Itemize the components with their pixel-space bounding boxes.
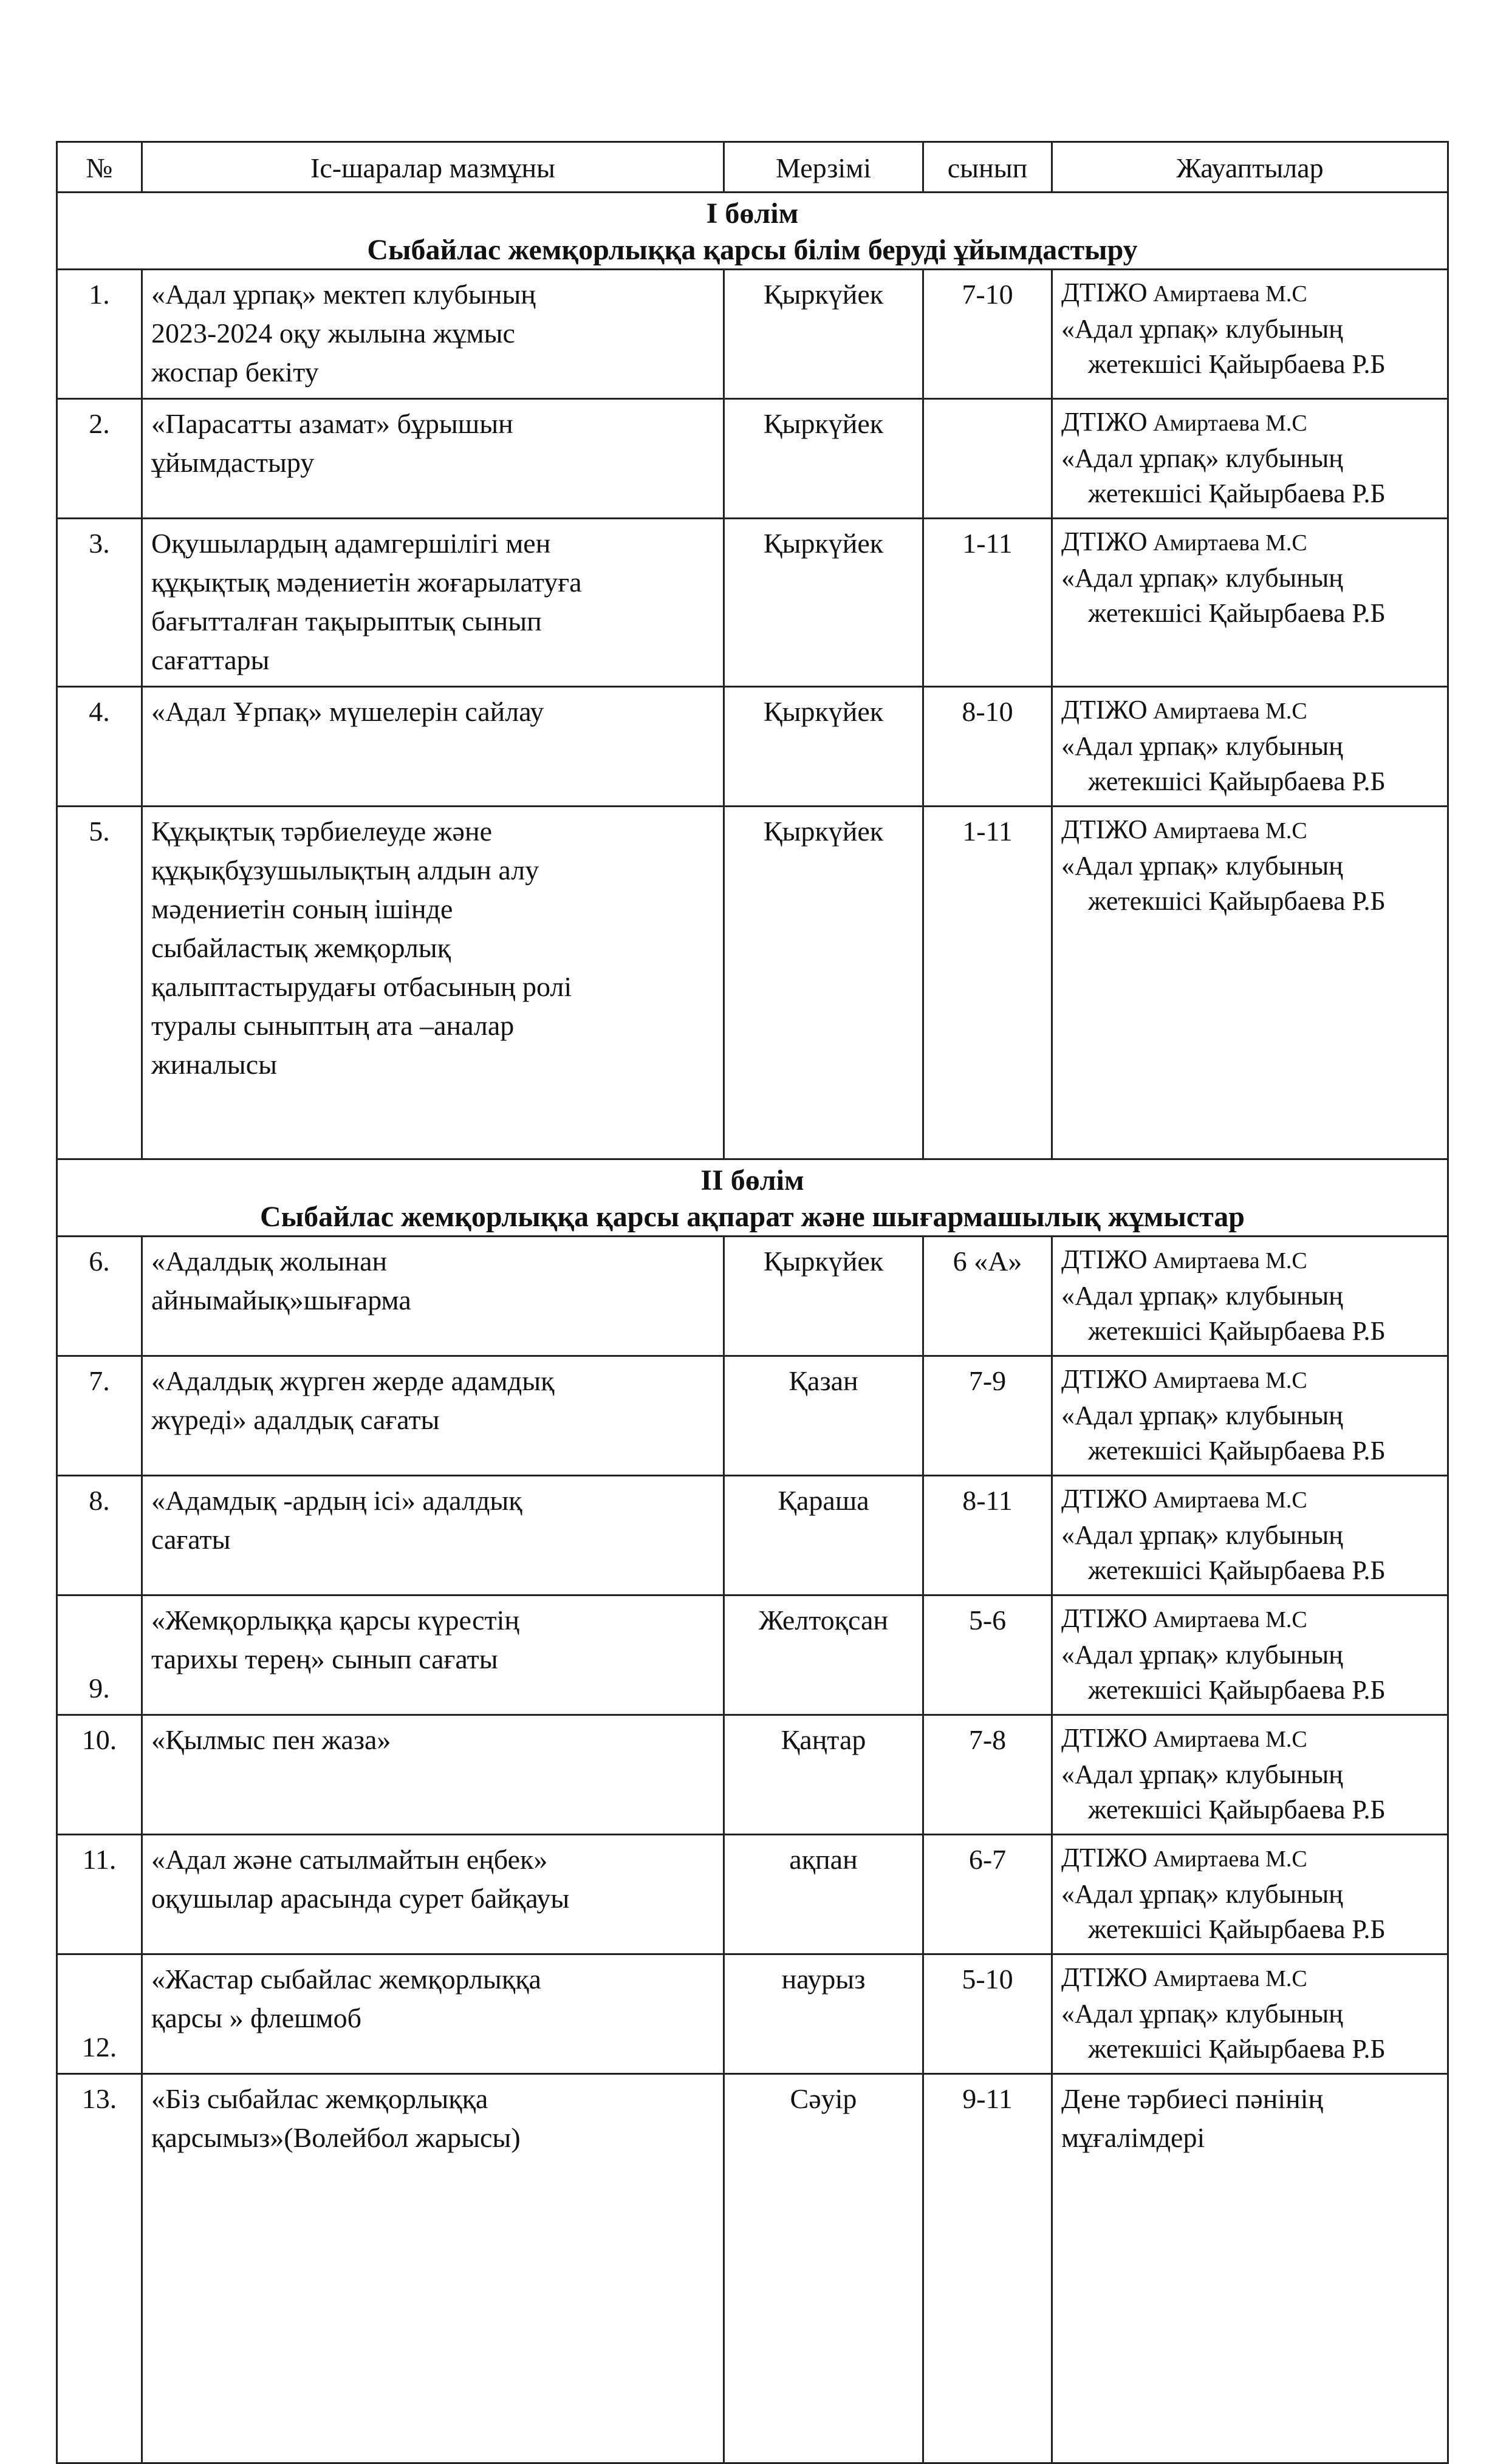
resp-line-3: жетекшісі Қайырбаева Р.Б bbox=[1088, 886, 1386, 916]
text-line: айнымайық»шығарма bbox=[151, 1285, 411, 1316]
text-line: «Парасатты азамат» бұрышын bbox=[151, 408, 513, 439]
resp-name: Амиртаева М.С bbox=[1147, 1966, 1307, 1991]
text-line: «Адамдық -ардың ісі» адалдық bbox=[151, 1485, 522, 1516]
resp-name: Амиртаева М.С bbox=[1147, 411, 1307, 436]
row-content bbox=[142, 1356, 724, 1476]
row-responsible bbox=[1052, 807, 1448, 1159]
section-row bbox=[57, 1159, 1448, 1237]
row-content bbox=[142, 1595, 724, 1715]
row-number: 3. bbox=[57, 519, 142, 687]
text-line: «Адал Ұрпақ» мүшелерін сайлау bbox=[151, 696, 544, 727]
text-line: туралы сыныптың ата –аналар bbox=[151, 1010, 515, 1041]
table-row bbox=[57, 1237, 1448, 1356]
resp-line-3: жетекшісі Қайырбаева Р.Б bbox=[1088, 766, 1386, 796]
row-content bbox=[142, 1835, 724, 1954]
resp-line-2: «Адал ұрпақ» клубының bbox=[1061, 1879, 1343, 1909]
table-row bbox=[57, 1595, 1448, 1715]
row-responsible bbox=[1052, 687, 1448, 807]
resp-line-2: «Адал ұрпақ» клубының bbox=[1061, 851, 1343, 881]
row-term: Сәуір bbox=[724, 2074, 923, 2463]
text-line: жиналысы bbox=[151, 1049, 278, 1080]
text-line: қарсы » флешмоб bbox=[151, 2002, 362, 2033]
row-term: Қыркүйек bbox=[724, 270, 923, 399]
table-row bbox=[57, 687, 1448, 807]
table-body bbox=[57, 193, 1448, 2463]
text-line: сыбайластық жемқорлық bbox=[151, 932, 451, 963]
resp-name: Амиртаева М.С bbox=[1147, 281, 1307, 307]
row-content bbox=[142, 519, 724, 687]
row-term: наурыз bbox=[724, 1954, 923, 2074]
table-row bbox=[57, 1476, 1448, 1595]
resp-name: Амиртаева М.С bbox=[1147, 698, 1307, 724]
row-number: 1. bbox=[57, 270, 142, 399]
resp-line-2: «Адал ұрпақ» клубының bbox=[1061, 1759, 1343, 1789]
resp-line-1 bbox=[1061, 527, 1307, 556]
resp-line-3: жетекшісі Қайырбаева Р.Б bbox=[1088, 598, 1386, 628]
row-number: 13. bbox=[57, 2074, 142, 2463]
row-number: 5. bbox=[57, 807, 142, 1159]
resp-role: ДТІЖО bbox=[1061, 278, 1148, 307]
text-line: мәдениетін соның ішінде bbox=[151, 893, 453, 924]
row-term: Қараша bbox=[724, 1476, 923, 1595]
row-term: Қыркүйек bbox=[724, 1237, 923, 1356]
resp-role: ДТІЖО bbox=[1061, 407, 1148, 437]
resp-line-1 bbox=[1061, 695, 1307, 725]
resp-name: Амиртаева М.С bbox=[1147, 1248, 1307, 1274]
row-term: Қыркүйек bbox=[724, 687, 923, 807]
resp-line-3: жетекшісі Қайырбаева Р.Б bbox=[1088, 479, 1386, 508]
row-grade: 8-10 bbox=[923, 687, 1052, 807]
section-part: І бөлім bbox=[706, 197, 799, 230]
section-row bbox=[57, 193, 1448, 270]
text-line: қарсымыз»(Волейбол жарысы) bbox=[151, 2122, 521, 2153]
text-line: «Адал және сатылмайтын еңбек» bbox=[151, 1844, 548, 1875]
resp-line-1 bbox=[1061, 1244, 1307, 1274]
resp-name: Амиртаева М.С bbox=[1147, 1727, 1307, 1752]
text-line: ұйымдастыру bbox=[151, 447, 315, 478]
resp-line-1 bbox=[1061, 1843, 1307, 1872]
plan-document bbox=[56, 141, 1447, 2464]
text-line: «Жастар сыбайлас жемқорлыққа bbox=[151, 1964, 541, 1995]
text-line: құқықбұзушылықтың алдын алу bbox=[151, 855, 539, 886]
section-heading bbox=[57, 193, 1448, 270]
row-term: ақпан bbox=[724, 1835, 923, 1954]
text-line: Дене тәрбиесі пәнінің bbox=[1061, 2083, 1324, 2114]
resp-line-1 bbox=[1061, 407, 1307, 437]
resp-role: ДТІЖО bbox=[1061, 1603, 1148, 1633]
text-line: «Біз сыбайлас жемқорлыққа bbox=[151, 2083, 488, 2114]
text-line: бағытталған тақырыптық сынып bbox=[151, 606, 542, 636]
resp-name: Амиртаева М.С bbox=[1147, 1487, 1307, 1513]
row-responsible bbox=[1052, 1954, 1448, 2074]
row-content bbox=[142, 270, 724, 399]
text-line: «Адалдық жолынан bbox=[151, 1246, 388, 1277]
row-number: 7. bbox=[57, 1356, 142, 1476]
row-content bbox=[142, 1715, 724, 1835]
text-line: оқушылар арасында сурет байқауы bbox=[151, 1883, 570, 1914]
text-line: құқықтық мәдениетін жоғарылатуға bbox=[151, 567, 582, 598]
resp-line-3: жетекшісі Қайырбаева Р.Б bbox=[1088, 2034, 1386, 2064]
resp-line-2: «Адал ұрпақ» клубының bbox=[1061, 731, 1343, 761]
row-grade: 1-11 bbox=[923, 519, 1052, 687]
table-row bbox=[57, 807, 1448, 1159]
resp-name: Амиртаева М.С bbox=[1147, 1368, 1307, 1393]
table-row bbox=[57, 399, 1448, 519]
resp-line-3: жетекшісі Қайырбаева Р.Б bbox=[1088, 1316, 1386, 1346]
row-content bbox=[142, 1237, 724, 1356]
text-line: тарихы терең» сынып сағаты bbox=[151, 1643, 498, 1674]
resp-line-2: «Адал ұрпақ» клубының bbox=[1061, 314, 1343, 344]
events-table bbox=[56, 141, 1449, 2464]
header-row bbox=[57, 142, 1448, 193]
row-term: Қаңтар bbox=[724, 1715, 923, 1835]
row-term: Қыркүйек bbox=[724, 519, 923, 687]
row-responsible bbox=[1052, 1476, 1448, 1595]
row-responsible bbox=[1052, 2074, 1448, 2463]
header-grade: сынып bbox=[923, 142, 1052, 193]
row-number: 12. bbox=[57, 1954, 142, 2074]
row-number: 9. bbox=[57, 1595, 142, 1715]
resp-line-3: жетекшісі Қайырбаева Р.Б bbox=[1088, 349, 1386, 379]
text-line: Оқушылардың адамгершілігі мен bbox=[151, 528, 551, 559]
text-line: «Қылмыс пен жаза» bbox=[151, 1724, 391, 1755]
row-number: 11. bbox=[57, 1835, 142, 1954]
resp-line-1 bbox=[1061, 1962, 1307, 1992]
text-line: қалыптастырудағы отбасының ролі bbox=[151, 971, 572, 1002]
resp-role: ДТІЖО bbox=[1061, 527, 1148, 556]
resp-line-2: «Адал ұрпақ» клубының bbox=[1061, 563, 1343, 593]
row-content bbox=[142, 1954, 724, 2074]
row-number: 2. bbox=[57, 399, 142, 519]
resp-name: Амиртаева М.С bbox=[1147, 530, 1307, 556]
row-grade: 9-11 bbox=[923, 2074, 1052, 2463]
resp-role: ДТІЖО bbox=[1061, 1484, 1148, 1514]
resp-line-3: жетекшісі Қайырбаева Р.Б bbox=[1088, 1795, 1386, 1824]
row-responsible bbox=[1052, 1835, 1448, 1954]
text-line: «Адал ұрпақ» мектеп клубының bbox=[151, 279, 536, 310]
resp-line-2: «Адал ұрпақ» клубының bbox=[1061, 1281, 1343, 1311]
row-grade bbox=[923, 399, 1052, 519]
resp-line-2: «Адал ұрпақ» клубының bbox=[1061, 1520, 1343, 1550]
resp-line-3: жетекшісі Қайырбаева Р.Б bbox=[1088, 1675, 1386, 1705]
row-grade: 5-6 bbox=[923, 1595, 1052, 1715]
text-line: мұғалімдері bbox=[1061, 2122, 1205, 2153]
table-row bbox=[57, 1835, 1448, 1954]
resp-role: ДТІЖО bbox=[1061, 814, 1148, 844]
resp-role: ДТІЖО bbox=[1061, 1723, 1148, 1753]
row-content bbox=[142, 1476, 724, 1595]
resp-name: Амиртаева М.С bbox=[1147, 1846, 1307, 1872]
row-responsible bbox=[1052, 519, 1448, 687]
row-number: 10. bbox=[57, 1715, 142, 1835]
row-content bbox=[142, 687, 724, 807]
row-content bbox=[142, 807, 724, 1159]
resp-role: ДТІЖО bbox=[1061, 1364, 1148, 1394]
row-number: 8. bbox=[57, 1476, 142, 1595]
text-line: «Жемқорлыққа қарсы күрестің bbox=[151, 1605, 520, 1636]
resp-line-2: «Адал ұрпақ» клубының bbox=[1061, 1401, 1343, 1430]
resp-line-1 bbox=[1061, 1484, 1307, 1514]
resp-role: ДТІЖО bbox=[1061, 695, 1148, 725]
resp-line-1 bbox=[1061, 814, 1307, 844]
row-grade: 7-10 bbox=[923, 270, 1052, 399]
row-term: Қыркүйек bbox=[724, 399, 923, 519]
resp-line-2: «Адал ұрпақ» клубының bbox=[1061, 1640, 1343, 1670]
resp-role: ДТІЖО bbox=[1061, 1244, 1148, 1274]
row-number: 4. bbox=[57, 687, 142, 807]
section-part: ІІ бөлім bbox=[700, 1164, 804, 1196]
resp-line-1 bbox=[1061, 1364, 1307, 1394]
text-line: 2023-2024 оқу жылына жұмыс bbox=[151, 318, 515, 349]
resp-line-3: жетекшісі Қайырбаева Р.Б bbox=[1088, 1555, 1386, 1585]
section-title: Сыбайлас жемқорлыққа қарсы ақпарат және шығармашылық жұмыстар bbox=[260, 1201, 1245, 1233]
row-responsible bbox=[1052, 1356, 1448, 1476]
row-grade: 7-9 bbox=[923, 1356, 1052, 1476]
row-responsible bbox=[1052, 270, 1448, 399]
row-content bbox=[142, 399, 724, 519]
resp-role: ДТІЖО bbox=[1061, 1962, 1148, 1992]
table-row bbox=[57, 1356, 1448, 1476]
row-grade: 6 «А» bbox=[923, 1237, 1052, 1356]
row-grade: 8-11 bbox=[923, 1476, 1052, 1595]
resp-name: Амиртаева М.С bbox=[1147, 1607, 1307, 1633]
row-term: Желтоқсан bbox=[724, 1595, 923, 1715]
section-heading bbox=[57, 1159, 1448, 1237]
resp-line-3: жетекшісі Қайырбаева Р.Б bbox=[1088, 1436, 1386, 1466]
resp-name: Амиртаева М.С bbox=[1147, 818, 1307, 844]
table-row bbox=[57, 2074, 1448, 2463]
header-content: Іс-шаралар мазмұны bbox=[142, 142, 724, 193]
row-term: Қазан bbox=[724, 1356, 923, 1476]
resp-line-1 bbox=[1061, 278, 1307, 307]
resp-line-1 bbox=[1061, 1723, 1307, 1753]
row-responsible bbox=[1052, 1715, 1448, 1835]
table-row bbox=[57, 1715, 1448, 1835]
resp-line-1 bbox=[1061, 1603, 1307, 1633]
row-grade: 7-8 bbox=[923, 1715, 1052, 1835]
resp-line-2: «Адал ұрпақ» клубының bbox=[1061, 1999, 1343, 2029]
header-responsible: Жауаптылар bbox=[1052, 142, 1448, 193]
header-num: № bbox=[57, 142, 142, 193]
row-term: Қыркүйек bbox=[724, 807, 923, 1159]
table-row bbox=[57, 1954, 1448, 2074]
section-title: Сыбайлас жемқорлыққа қарсы білім беруді ұйымдастыру bbox=[367, 234, 1138, 266]
text-line: сағаты bbox=[151, 1524, 231, 1555]
text-line: Құқықтық тәрбиелеуде және bbox=[151, 816, 492, 847]
row-responsible bbox=[1052, 399, 1448, 519]
row-grade: 5-10 bbox=[923, 1954, 1052, 2074]
text-line: жоспар бекіту bbox=[151, 357, 319, 387]
text-line: жүреді» адалдық сағаты bbox=[151, 1404, 440, 1435]
row-responsible bbox=[1052, 1595, 1448, 1715]
table-row bbox=[57, 519, 1448, 687]
table-row bbox=[57, 270, 1448, 399]
header-term: Мерзімі bbox=[724, 142, 923, 193]
text-line: «Адалдық жүрген жерде адамдық bbox=[151, 1365, 555, 1396]
text-line: сағаттары bbox=[151, 644, 270, 675]
row-grade: 6-7 bbox=[923, 1835, 1052, 1954]
resp-line-3: жетекшісі Қайырбаева Р.Б bbox=[1088, 1914, 1386, 1944]
row-responsible bbox=[1052, 1237, 1448, 1356]
row-grade: 1-11 bbox=[923, 807, 1052, 1159]
row-content bbox=[142, 2074, 724, 2463]
row-number: 6. bbox=[57, 1237, 142, 1356]
resp-role: ДТІЖО bbox=[1061, 1843, 1148, 1872]
resp-line-2: «Адал ұрпақ» клубының bbox=[1061, 443, 1343, 473]
